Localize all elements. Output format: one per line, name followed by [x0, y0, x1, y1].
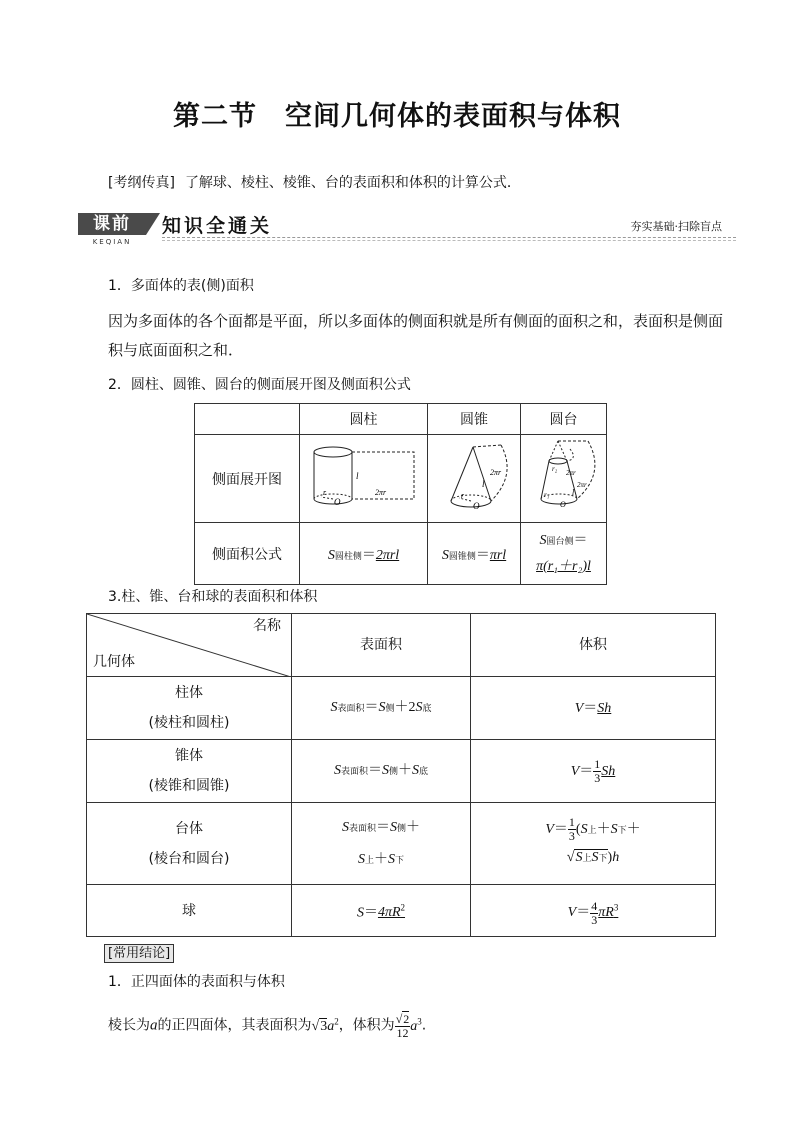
frustum-development-figure [521, 435, 607, 523]
frustum-surface: S表面积＝S侧＋ S上＋S下 [292, 803, 471, 885]
conclusion-var-a: a [150, 1017, 158, 1034]
cylinder-label-2pir: 2πr [375, 488, 387, 497]
t1-col-cylinder: 圆柱 [300, 404, 428, 435]
cone-label-2pir: 2πr [490, 468, 502, 477]
frustum-sub: (棱台和圆台) [148, 850, 230, 867]
frustum-sub: 圆台侧 [546, 537, 574, 547]
cone-label-o: O [473, 501, 480, 511]
frustum-volume: V＝ $\frac{1}{3}$ (S上＋S下＋ √S上S下)h [471, 803, 716, 885]
cylinder-label-l: l [356, 471, 359, 481]
t2-row-prism [87, 677, 292, 740]
section3-heading: 3.柱、锥、台和球的表面积和体积 [108, 589, 318, 605]
frustum-label-o: O [559, 500, 566, 509]
frustum-label-2pir-bottom: 2πr [576, 481, 587, 489]
pyramid-sub: (棱锥和圆锥) [148, 778, 230, 794]
frustum-eq: ＝ [573, 533, 588, 548]
syllabus-text: 了解球、棱柱、棱锥、台的表面积和体积的计算公式． [184, 175, 521, 191]
frustum-figure-svg [522, 435, 606, 518]
frustum-rhs: π(r₁＋r₂)l [536, 559, 591, 574]
banner-tag-arrow [146, 213, 160, 235]
t2-col-volume: 体积 [471, 614, 716, 677]
banner-tag: 课前 [78, 213, 146, 235]
section-banner [78, 213, 736, 253]
section2-heading: 2．圆柱、圆锥、圆台的侧面展开图及侧面积公式 [108, 377, 411, 393]
banner-tag-pinyin: KEQIAN [92, 238, 132, 246]
syllabus-line [108, 172, 521, 192]
t2-row-pyramid [87, 740, 292, 803]
t2-row-sphere: 球 [87, 885, 292, 937]
sphere-volume: V＝ $\frac{4}{3}$ $\pi R^3$ [471, 885, 716, 937]
t2-row-frustum [87, 803, 292, 885]
cone-label-l: l [482, 479, 485, 489]
frustum-label-r2: r₂ [551, 465, 557, 473]
cyl-S: S [327, 547, 335, 563]
conclusion-area: $√3a^2$ [311, 1016, 339, 1034]
frustum-label-l: l [571, 488, 574, 497]
frustum-S: S [539, 533, 547, 548]
t1-col-cone: 圆锥 [428, 404, 521, 435]
conclusion-heading: 1．正四面体的表面积与体积 [108, 974, 285, 990]
prism-sub: (棱柱和圆柱) [148, 715, 230, 731]
pyramid-surface: S表面积＝S侧＋S底 [292, 740, 471, 803]
conclusion-prefix: 棱长为 [108, 1017, 150, 1034]
cyl-sub: 圆柱侧 [334, 551, 362, 562]
cylinder-label-o: O [334, 497, 341, 507]
t2-corner-top: 名称 [253, 618, 281, 634]
frustum-label-r1: r₁ [543, 491, 549, 499]
prism-name: 柱体 [175, 685, 203, 701]
conclusion-volume: $\frac{√2}{12}$ $a^3$ [395, 1011, 422, 1040]
pyramid-name: 锥体 [175, 748, 203, 764]
title-topic: 空间几何体的表面积与体积 [285, 101, 621, 132]
cylinder-figure-svg [301, 435, 426, 518]
cone-figure-svg [429, 435, 519, 518]
prism-volume: V＝Sh [471, 677, 716, 740]
t2-corner-bottom: 几何体 [93, 654, 135, 670]
cylinder-label-r: r [323, 488, 327, 497]
cone-sub: 圆锥侧 [448, 551, 476, 562]
cone-rhs: πrl [489, 547, 507, 563]
banner-heading: 知识全通关 [162, 215, 273, 237]
conclusion-mid2: ，体积为 [338, 1017, 395, 1034]
banner-slogan: 夯实基础·扫除盲点 [630, 220, 722, 233]
t2-col-surface: 表面积 [292, 614, 471, 677]
title-section-number: 第二节 [173, 101, 257, 132]
page-title [0, 94, 794, 133]
frustum-label-2pir-top: 2πr [565, 469, 576, 477]
t1-col-frustum: 圆台 [521, 404, 607, 435]
t1-corner [195, 404, 300, 435]
cone-lateral-formula [428, 523, 521, 585]
cylinder-development-figure [300, 435, 428, 523]
surface-volume-table [86, 613, 716, 937]
section1-heading: 1．多面体的表(侧)面积 [108, 278, 254, 294]
sphere-surface: $S=4\pi R^2$ [292, 885, 471, 937]
frustum-name: 台体 [175, 820, 203, 837]
cone-S: S [441, 547, 449, 563]
syllabus-label: [考纲传真] [108, 175, 175, 191]
pyramid-volume: V＝ $\frac{1}{3}$ Sh [471, 740, 716, 803]
cyl-rhs: 2πrl [375, 547, 400, 563]
section1-body: 因为多面体的各个面都是平面，所以多面体的侧面积就是所有侧面的面积之和，表面积是侧面积与底面面积之和． [108, 312, 724, 359]
cyl-eq: ＝ [361, 547, 376, 563]
t2-corner [87, 614, 292, 677]
banner-rule [162, 237, 736, 238]
conclusion-mid: 的正四面体，其表面积为 [157, 1017, 312, 1034]
banner-rule-secondary [162, 240, 736, 241]
conclusion-tag: [常用结论] [104, 944, 174, 963]
cylinder-lateral-formula [300, 523, 428, 585]
t1-row-formula: 侧面积公式 [195, 523, 300, 585]
prism-surface: S表面积＝S侧＋2S底 [292, 677, 471, 740]
cone-label-r: r [461, 491, 465, 500]
conclusion-body [108, 1006, 426, 1042]
lateral-surface-table [194, 403, 607, 585]
conclusion-end: . [421, 1017, 427, 1034]
cone-eq: ＝ [475, 547, 490, 563]
frustum-lateral-formula [521, 523, 607, 585]
cone-development-figure [428, 435, 521, 523]
t1-row-development: 侧面展开图 [195, 435, 300, 523]
